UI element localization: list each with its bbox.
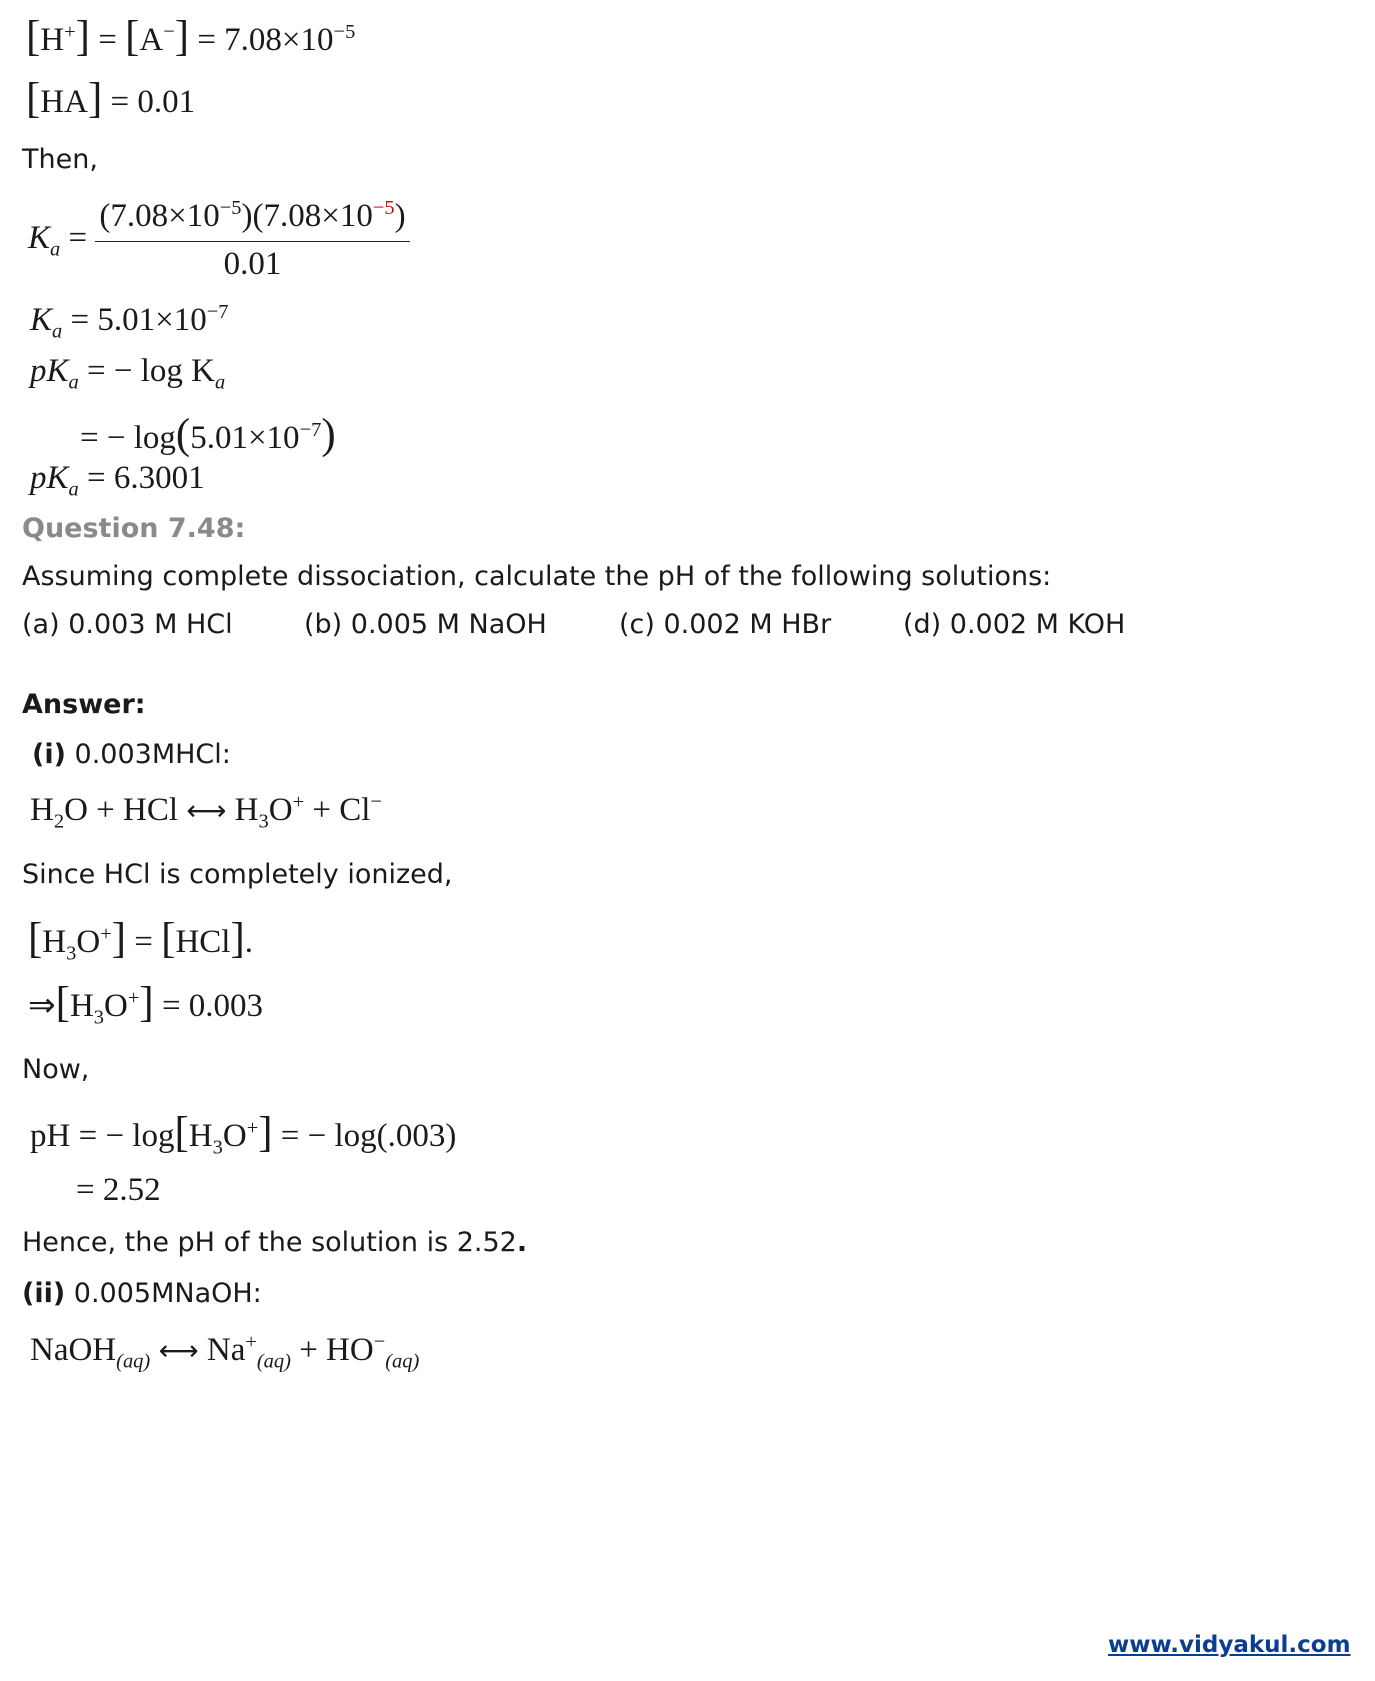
equation-h-a-concentration: $[H^+] = [A^-] = 7.08\times 10^{-5}$ bbox=[26, 13, 356, 60]
naoh-dissociation-reaction: NaOH$_{(aq)}$ ⟷ $Na^+_{(aq)} + HO^-_{(aq)}$ bbox=[30, 1331, 420, 1373]
ka-value: $K_a = 5.01\times 10^{-7}$ bbox=[30, 301, 229, 343]
hence-text: Hence, the pH of the solution is 2.52. bbox=[22, 1227, 528, 1258]
ka-fraction-equation: $K_a$ = $\frac{(7.08\times 10^{-5})(7.08\times 10^{-5})}{0.01}$ bbox=[28, 198, 410, 283]
question-text: Assuming complete dissociation, calculate the pH of the following solutions: bbox=[22, 561, 1052, 592]
question-option-a: (a) 0.003 M HCl bbox=[22, 609, 233, 640]
ph-result: = 2.52 bbox=[76, 1172, 161, 1208]
then-label: Then, bbox=[22, 144, 98, 175]
pka-definition: $pK_a$ = − $\log K_a$ bbox=[30, 353, 226, 394]
question-option-d: (d) 0.002 M KOH bbox=[903, 609, 1126, 640]
h3o-value: $\Rightarrow[H_3O^+] = 0.003$ bbox=[28, 979, 264, 1029]
question-heading: Question 7.48: bbox=[22, 513, 246, 544]
now-label: Now, bbox=[22, 1054, 90, 1085]
question-option-c: (c) 0.002 M HBr bbox=[619, 609, 832, 640]
vidyakul-website-link[interactable]: www.vidyakul.com bbox=[1108, 1632, 1351, 1658]
equation-ha-concentration: [HA] = 0.01 bbox=[26, 75, 196, 122]
part-i-heading: (i) 0.003MHCl: bbox=[32, 739, 231, 770]
ph-calculation: pH = − $\log[H_3O^+]$ = − log(.003) bbox=[30, 1109, 457, 1159]
ka-fraction: $\frac{(7.08\times 10^{-5})(7.08\times 10^{-5})}{0.01}$ bbox=[95, 198, 409, 283]
since-text: Since HCl is completely ionized, bbox=[22, 859, 453, 890]
answer-label: Answer: bbox=[22, 689, 146, 720]
pka-log-step: = − $\log(5.01\times 10^{-7})$ bbox=[80, 411, 336, 458]
pka-result: $pK_a = 6.3001$ bbox=[30, 460, 205, 501]
hcl-dissociation-reaction: $H_2O$ + HCl ⟷ $H_3O^+ + Cl^-$ bbox=[30, 791, 382, 833]
part-ii-heading: (ii) 0.005MNaOH: bbox=[22, 1278, 262, 1309]
question-option-b: (b) 0.005 M NaOH bbox=[304, 609, 547, 640]
h3o-equals-hcl: $[H_3O^+] = [HCl]$. bbox=[28, 915, 254, 965]
